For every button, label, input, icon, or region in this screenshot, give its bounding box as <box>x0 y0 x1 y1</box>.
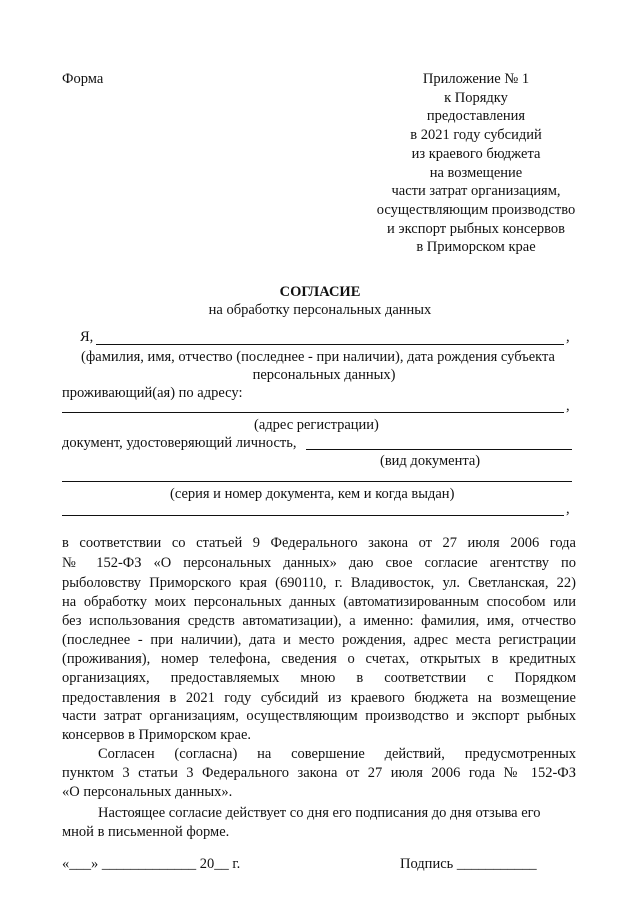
doc-label: документ, удостоверяющий личность, <box>62 435 297 451</box>
signature-field: Подпись ___________ <box>400 856 537 872</box>
doc-type-fill-line <box>306 449 572 450</box>
fio-hint: (фамилия, имя, отчество (последнее - при наличии), дата рождения субъекта <box>81 349 555 365</box>
body-line: Настоящее согласие действует со дня его подписания до дня отзыва его <box>98 805 541 821</box>
series-hint: (серия и номер документа, кем и когда выдан) <box>170 486 455 502</box>
i-label: Я, <box>80 329 94 345</box>
fio-hint-cont: персональных данных) <box>252 367 396 383</box>
address-hint: (адрес регистрации) <box>254 417 379 433</box>
appendix-line: предоставления <box>426 108 526 125</box>
body-line: № 152-ФЗ «О персональных данных» даю свое согласие агентству по <box>62 555 576 571</box>
date-field: «___» _____________ 20__ г. <box>62 856 241 872</box>
appendix-line: из краевого бюджета <box>411 145 541 162</box>
body-line: (проживания), номер телефона, сведения о счетах, открытых в кредитных <box>62 651 576 667</box>
body-line: (последнее - при наличии), дата и место рождения, адрес места регистрации <box>62 632 576 648</box>
fio-fill-line <box>96 344 564 345</box>
appendix-line: к Порядку <box>444 89 508 106</box>
appendix-line: части затрат организациям, <box>391 183 561 200</box>
comma-mark: , <box>566 501 570 517</box>
body-line: пунктом 3 статьи 3 Федерального закона от 27 июля 2006 года № 152-ФЗ <box>62 765 576 781</box>
appendix-line: в 2021 году субсидий <box>410 127 542 144</box>
body-line-last: мной в письменной форме. <box>62 824 230 840</box>
series-fill-line <box>62 481 572 482</box>
body-line: без использования средств автоматизации), а именно: фамилия, имя, отчество <box>62 613 576 629</box>
comma-mark: , <box>566 398 570 414</box>
body-line-last: консервов в Приморском крае. <box>62 727 252 743</box>
body-line: предоставления в 2021 году субсидий из краевого бюджета на возмещение <box>62 690 576 706</box>
document-title: СОГЛАСИЕ <box>279 284 361 300</box>
appendix-line: осуществляющим производство <box>376 201 576 218</box>
appendix-line: в Приморском крае <box>416 239 536 256</box>
body-line: части затрат организациям, осуществляющим производство и экспорт рыбных <box>62 708 576 724</box>
document-subtitle: на обработку персональных данных <box>208 302 432 318</box>
body-line-last: «О персональных данных». <box>62 784 233 800</box>
address-fill-line <box>62 412 564 413</box>
body-line: на обработку моих персональных данных (автоматизированным способом или <box>62 594 576 610</box>
doc-hint: (вид документа) <box>380 453 481 469</box>
appendix-block <box>366 70 586 257</box>
body-line: Согласен (согласна) на совершение действий, предусмотренных <box>98 746 576 762</box>
body-line: организациях, предоставляемых мною в соответствии с Порядком <box>62 670 576 686</box>
address-label: проживающий(ая) по адресу: <box>62 385 243 401</box>
body-line: в соответствии со статьей 9 Федерального закона от 27 июля 2006 года <box>62 535 576 551</box>
body-line: рыболовству Приморского края (690110, г. Владивосток, ул. Светланская, 22) <box>62 575 576 591</box>
form-label: Форма <box>62 71 104 87</box>
series-fill-line-2 <box>62 515 564 516</box>
appendix-line: на возмещение <box>429 164 523 181</box>
appendix-line: Приложение № 1 <box>422 71 530 87</box>
comma-mark: , <box>566 329 570 345</box>
appendix-line: и экспорт рыбных консервов <box>387 220 565 237</box>
